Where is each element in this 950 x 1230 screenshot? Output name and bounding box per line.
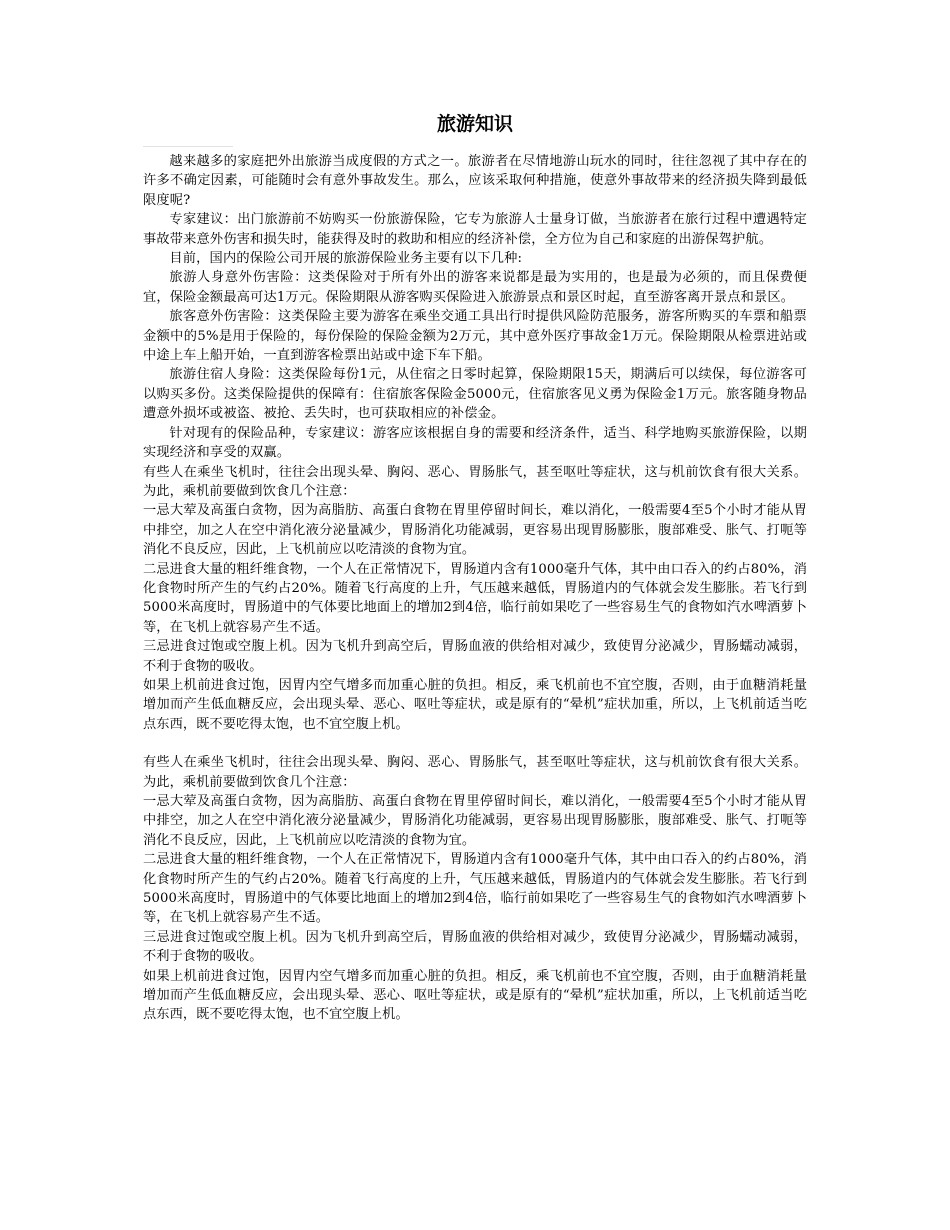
flight-diet-section-1: [143, 463, 807, 735]
flight-paragraph: 如果上机前进食过饱，因胃内空气增多而加重心脏的负担。相反，乘飞机前也不宜空腹，否则，由于血糖消耗量增加而产生低血糖反应，会出现头晕、恶心、呕吐等症状，或是原有的“晕机”症状加重，所以，上飞机前适当吃点东西，既不要吃得太饱，也不宜空腹上机。: [143, 968, 807, 1023]
intro-paragraph: 针对现有的保险品种，专家建议：游客应该根据自身的需要和经济条件，适当、科学地购买旅游保险，以期实现经济和享受的双赢。: [143, 425, 807, 461]
flight-paragraph: 二忌进食大量的粗纤维食物，一个人在正常情况下，胃肠道内含有1000毫升气体，其中由口吞入的约占80%，消化食物时所产生的气约占20%。随着飞行高度的上升，气压越来越低，胃肠道内的气体就会发生膨胀。若飞行到5000米高度时，胃肠道中的气体要比地面上的增加2到4倍，临行前如果吃了一些容易生气的食物如汽水啤酒萝卜等，在飞机上就容易产生不适。: [143, 561, 807, 635]
flight-paragraph: 二忌进食大量的粗纤维食物，一个人在正常情况下，胃肠道内含有1000毫升气体，其中由口吞入的约占80%，消化食物时所产生的气约占20%。随着飞行高度的上升，气压越来越低，胃肠道内的气体就会发生膨胀。若飞行到5000米高度时，胃肠道中的气体要比地面上的增加2到4倍，临行前如果吃了一些容易生气的食物如汽水啤酒萝卜等，在飞机上就容易产生不适。: [143, 852, 807, 926]
intro-section: [143, 152, 807, 463]
flight-paragraph: 有些人在乘坐飞机时，往往会出现头晕、胸闷、恶心、胃肠胀气，甚至呕吐等症状，这与机前饮食有很大关系。为此，乘机前要做到饮食几个注意：: [143, 755, 807, 790]
flight-paragraph: 三忌进食过饱或空腹上机。因为飞机升到高空后，胃肠血液的供给相对减少，致使胃分泌减少，胃肠蠕动减弱，不利于食物的吸收。: [143, 639, 807, 674]
intro-paragraph: 旅客意外伤害险：这类保险主要为游客在乘坐交通工具出行时提供风险防范服务，游客所购买的车票和船票金额中的5%是用于保险的，每份保险的保险金额为2万元，其中意外医疗事故金1万元。保险期限从检票进站或中途上车上船开始，一直到游客检票出站或中途下车下船。: [143, 309, 807, 364]
intro-paragraph: 旅游住宿人身险：这类保险每份1元，从住宿之日零时起算，保险期限15天，期满后可以续保，每位游客可以购买多份。这类保险提供的保障有：住宿旅客保险金5000元，住宿旅客见义勇为保险金1万元。旅客随身物品遭意外损坏或被盗、被抢、丢失时，也可获取相应的补偿金。: [143, 367, 807, 422]
flight-paragraph: 三忌进食过饱或空腹上机。因为飞机升到高空后，胃肠血液的供给相对减少，致使胃分泌减少，胃肠蠕动减弱，不利于食物的吸收。: [143, 929, 807, 965]
intro-paragraph: 旅游人身意外伤害险：这类保险对于所有外出的游客来说都是最为实用的，也是最为必须的，而且保费便宜，保险金额最高可达1万元。保险期限从游客购买保险进入旅游景点和景区时起，直至游客离开景点和景区。: [143, 270, 807, 305]
flight-paragraph: 一忌大荤及高蛋白贪物，因为高脂肪、高蛋白食物在胃里停留时间长，难以消化，一般需要4至5个小时才能从胃中排空，加之人在空中消化液分泌量减少，胃肠消化功能减弱，更容易出现胃肠膨胀，腹部难受、胀气、打呃等消化不良反应，因此，上飞机前应以吃清淡的食物为宜。: [143, 503, 807, 558]
flight-paragraph: 如果上机前进食过饱，因胃内空气增多而加重心脏的负担。相反，乘飞机前也不宜空腹，否则，由于血糖消耗量增加而产生低血糖反应，会出现头晕、恶心、呕吐等症状，或是原有的“晕机”症状加重，所以，上飞机前适当吃点东西，既不要吃得太饱，也不宜空腹上机。: [143, 677, 807, 732]
intro-paragraph: 目前，国内的保险公司开展的旅游保险业务主要有以下几种:: [169, 251, 523, 267]
document-title: 旅游知识: [436, 113, 513, 135]
document-page: [143, 110, 807, 1025]
section-spacer: [143, 734, 807, 753]
flight-diet-section-2: [143, 753, 807, 1025]
intro-paragraph: 专家建议：出门旅游前不妨购买一份旅游保险，它专为旅游人士量身订做，当旅游者在旅行过程中遭遇特定事故带来意外伤害和损失时，能获得及时的救助和相应的经济补偿，全方位为自己和家庭的出游保驾护航。: [143, 212, 807, 247]
header-divider: [143, 146, 233, 147]
intro-paragraph: 越来越多的家庭把外出旅游当成度假的方式之一。旅游者在尽情地游山玩水的同时，往往忽视了其中存在的许多不确定因素，可能随时会有意外事故发生。那么，应该采取何种措施，使意外事故带来的经济损失降到最低限度呢?: [143, 154, 807, 208]
flight-paragraph: 有些人在乘坐飞机时，往往会出现头晕、胸闷、恶心、胃肠胀气，甚至呕吐等症状，这与机前饮食有很大关系。为此，乘机前要做到饮食几个注意：: [143, 464, 807, 499]
flight-paragraph: 一忌大荤及高蛋白贪物，因为高脂肪、高蛋白食物在胃里停留时间长，难以消化，一般需要4至5个小时才能从胃中排空，加之人在空中消化液分泌量减少，胃肠消化功能减弱，更容易出现胃肠膨胀，腹部难受、胀气、打呃等消化不良反应，因此，上飞机前应以吃清淡的食物为宜。: [143, 794, 807, 848]
